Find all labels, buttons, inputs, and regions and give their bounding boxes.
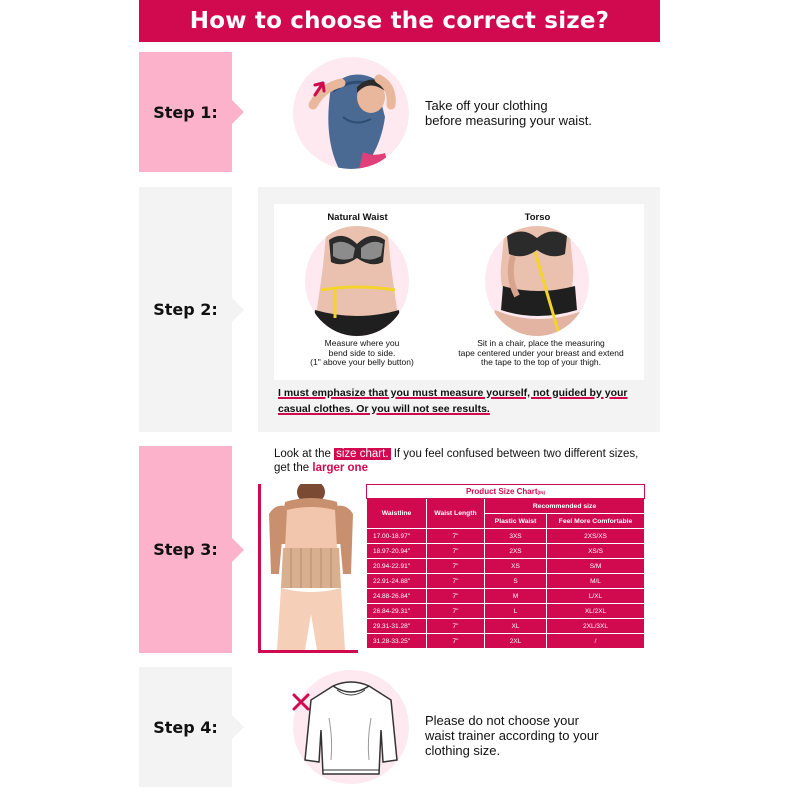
size-chart-table — [366, 484, 645, 649]
table-row: 17.00-18.97" 7" 3XS 2XS/XS — [367, 529, 645, 544]
step-2-tab — [139, 187, 232, 432]
table-row: 22.91-24.88" 7" S M/L — [367, 574, 645, 589]
step-4-tab — [139, 667, 232, 787]
col-comfortable: Feel More Comfortable — [547, 514, 645, 529]
step-4-illustration — [293, 670, 409, 784]
step-2-label: Step 2: — [153, 300, 218, 319]
step-3-tab — [139, 446, 232, 653]
natural-waist-title: Natural Waist — [327, 212, 388, 223]
step-1-text: Take off your clothing before measuring your waist. — [425, 98, 592, 128]
page-title: How to choose the correct size? — [139, 0, 660, 42]
larger-one-highlight: larger one — [312, 462, 368, 474]
step-1-tab — [139, 52, 232, 172]
natural-waist-illustration — [305, 226, 409, 336]
col-waistline: Waistline — [367, 499, 427, 529]
step-1-label: Step 1: — [153, 102, 218, 122]
torso-caption: Sit in a chair, place the measuring tape centered under your breast and extend the tape to the top of your thigh. — [458, 338, 624, 367]
torso-illustration — [485, 226, 589, 336]
size-chart-caption: Product Size Chart(IN) — [367, 485, 645, 499]
size-chart-intro: Look at the size chart. If you feel confused between two different sizes, get the larger one — [274, 448, 639, 474]
model-photo — [258, 484, 358, 653]
table-row: 31.28-33.25" 7" 2XL / — [367, 634, 645, 649]
step-1-illustration — [293, 57, 409, 169]
col-recommended: Recommended size — [485, 499, 645, 514]
table-row: 18.97-20.94" 7" 2XS XS/S — [367, 544, 645, 559]
col-waist-length: Waist Length — [427, 499, 485, 529]
cross-icon — [291, 692, 311, 712]
step-4-text: Please do not choose your waist trainer according to your clothing size. — [425, 713, 599, 758]
emphasis-note: I must emphasize that you must measure yourself, not guided by your casual clothes. Or you will not see results. — [278, 387, 628, 415]
step-4-label: Step 4: — [153, 717, 218, 737]
torso-title: Torso — [524, 212, 551, 223]
size-chart-highlight: size chart. — [336, 448, 389, 460]
table-row: 29.31-31.28" 7" XL 2XL/3XL — [367, 619, 645, 634]
table-row: 20.94-22.91" 7" XS S/M — [367, 559, 645, 574]
table-row: 26.84-29.31" 7" L XL/2XL — [367, 604, 645, 619]
step-3-label: Step 3: — [153, 540, 218, 559]
table-row: 24.88-26.84" 7" M L/XL — [367, 589, 645, 604]
col-plastic-waist: Plastic Waist — [485, 514, 547, 529]
natural-waist-caption: Measure where you bend side to side. (1" above your belly button) — [310, 338, 414, 367]
